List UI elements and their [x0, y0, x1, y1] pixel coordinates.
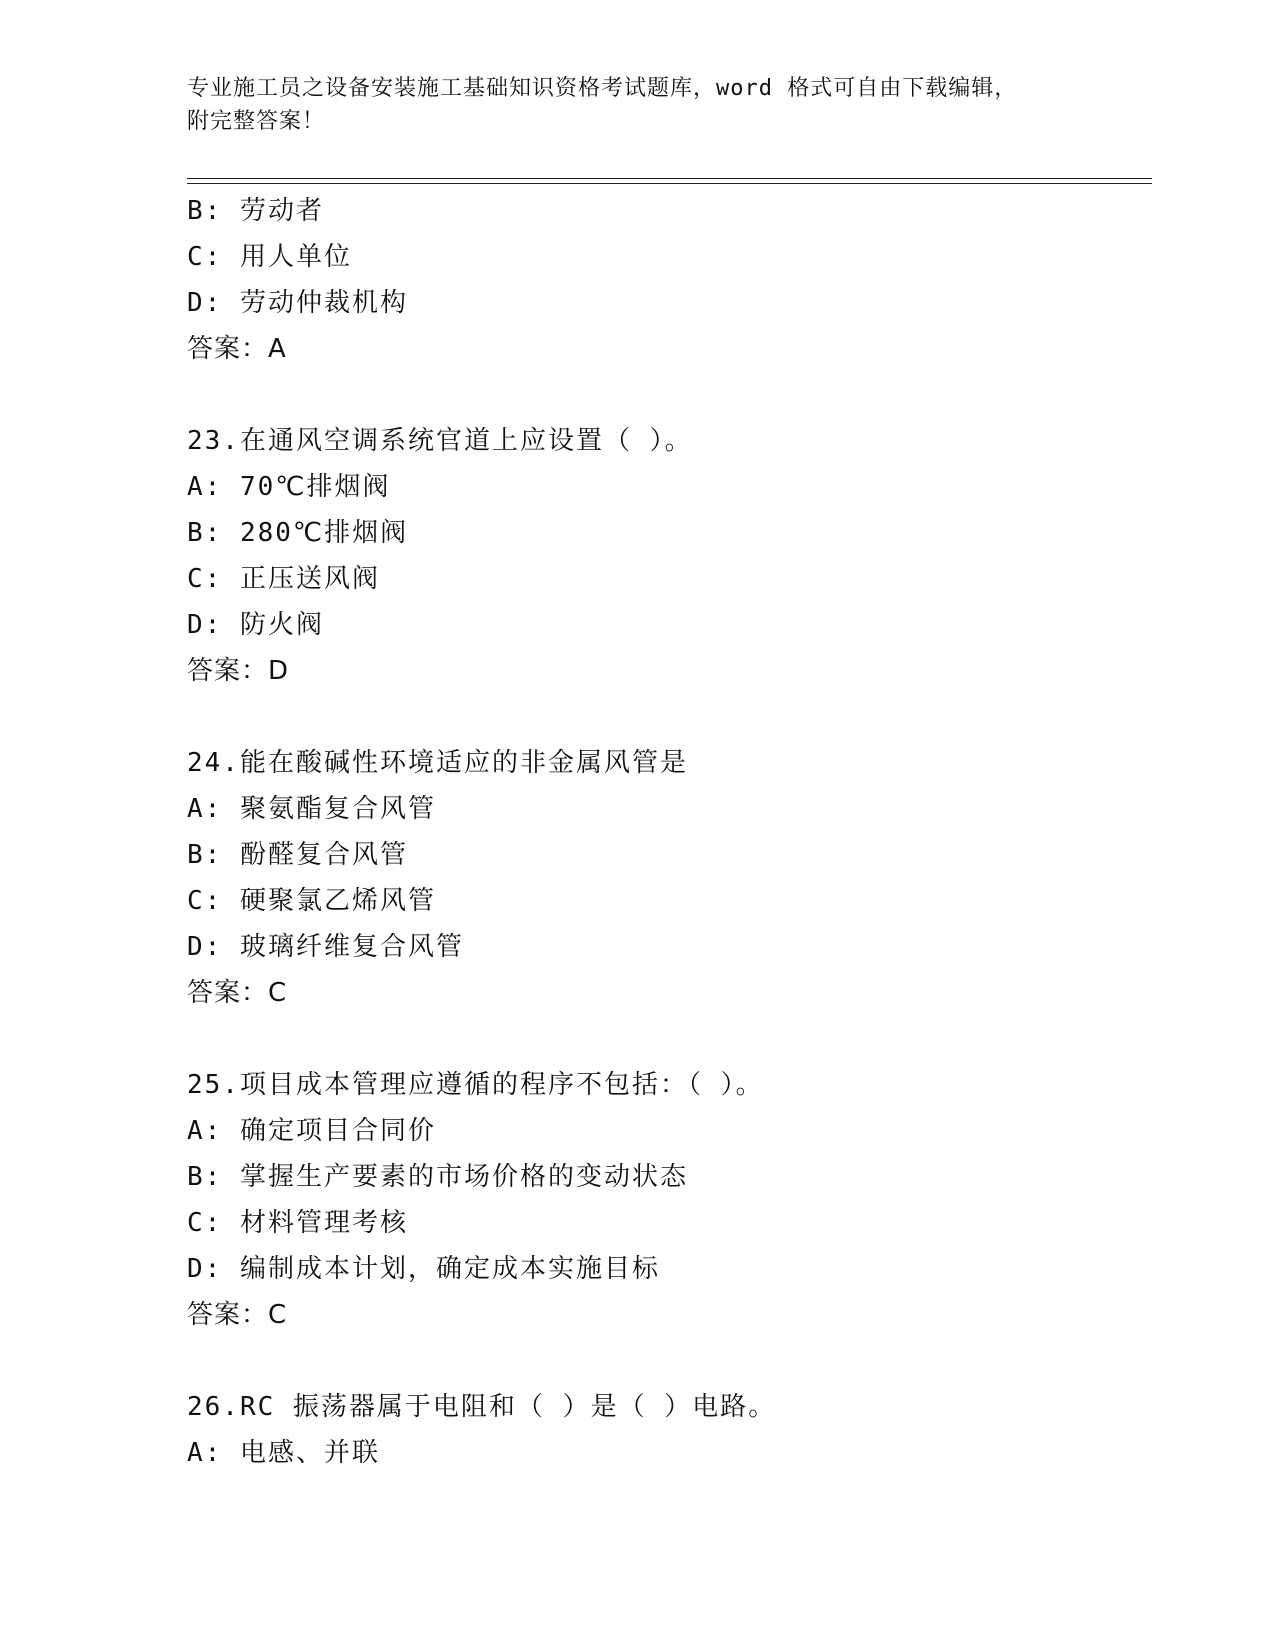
option-line: B: 酚醛复合风管 — [187, 840, 408, 870]
question-text: 26.RC 振荡器属于电阻和（ ）是（ ）电路。 — [187, 1392, 777, 1422]
spacer — [187, 1016, 1152, 1062]
option-line: C: 正压送风阀 — [187, 564, 380, 594]
option-line: D: 防火阀 — [187, 610, 324, 640]
question-content — [187, 188, 1152, 1476]
option-line: B: 掌握生产要素的市场价格的变动状态 — [187, 1162, 688, 1192]
spacer — [187, 372, 1152, 418]
option-line: D: 编制成本计划，确定成本实施目标 — [187, 1254, 660, 1284]
header-rule-top — [187, 178, 1152, 179]
question-text: 25.项目成本管理应遵循的程序不包括：（ ）。 — [187, 1070, 764, 1100]
option-line: A: 70℃排烟阀 — [187, 472, 391, 502]
document-header — [187, 72, 1067, 138]
answer-line: 答案：C — [187, 1300, 288, 1330]
question-text: 23.在通风空调系统官道上应设置（ ）。 — [187, 426, 693, 456]
header-line-1: 专业施工员之设备安装施工基础知识资格考试题库，word 格式可自由下载编辑， — [187, 76, 1018, 101]
header-rule-bottom — [187, 183, 1152, 184]
spacer — [187, 1338, 1152, 1384]
option-line: A: 确定项目合同价 — [187, 1116, 436, 1146]
option-line: D: 玻璃纤维复合风管 — [187, 932, 464, 962]
option-line: B: 280℃排烟阀 — [187, 518, 409, 548]
option-line: C: 用人单位 — [187, 242, 352, 272]
question-text: 24.能在酸碱性环境适应的非金属风管是 — [187, 748, 688, 778]
header-line-2: 附完整答案！ — [187, 109, 326, 134]
answer-line: 答案：A — [187, 334, 287, 364]
spacer — [187, 694, 1152, 740]
option-line: C: 材料管理考核 — [187, 1208, 408, 1238]
option-line: A: 电感、并联 — [187, 1438, 380, 1468]
option-line: D: 劳动仲裁机构 — [187, 288, 408, 318]
option-line: B: 劳动者 — [187, 196, 324, 226]
answer-line: 答案：D — [187, 656, 290, 686]
option-line: A: 聚氨酯复合风管 — [187, 794, 436, 824]
option-line: C: 硬聚氯乙烯风管 — [187, 886, 436, 916]
answer-line: 答案：C — [187, 978, 288, 1008]
